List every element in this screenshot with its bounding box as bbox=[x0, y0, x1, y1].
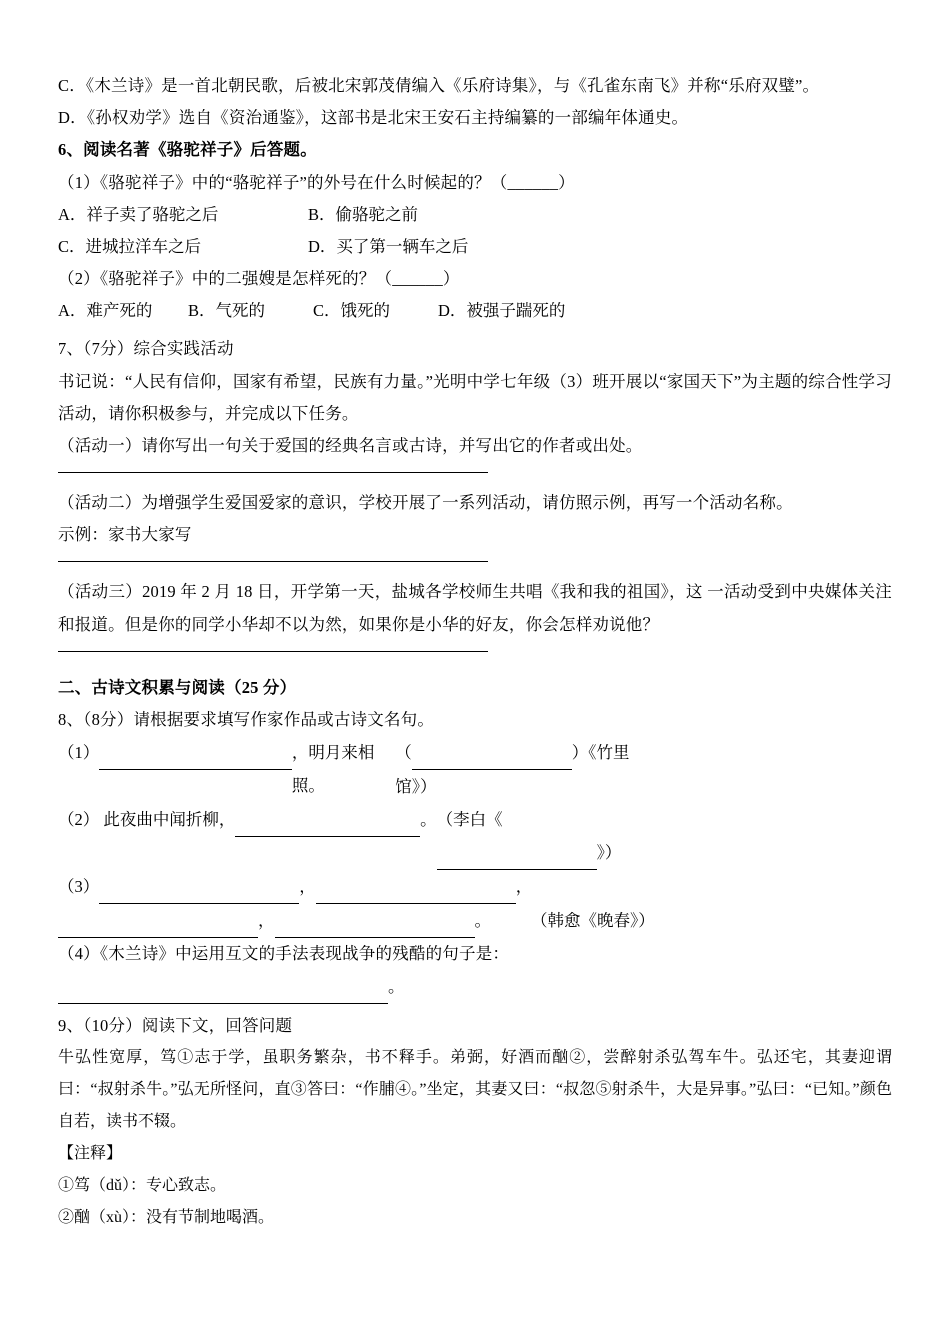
option-d: D．买了第一辆车之后 bbox=[308, 236, 469, 256]
paren-open: （李白《 bbox=[436, 810, 503, 830]
blank-line bbox=[235, 803, 420, 837]
notes-title: 【注释】 bbox=[58, 1145, 123, 1163]
question-6-1-options-row-2 bbox=[58, 231, 892, 263]
question-7-activity-2: （活动二）为增强学生爱国爱家的意识，学校开展了一系列活动，请仿照示例，再写一个活动名称。 bbox=[58, 493, 793, 513]
option-a: A．难产死的 bbox=[58, 301, 153, 321]
question-8-number: 8、（8分）请根据要求填写作家作品或古诗文名句。 bbox=[58, 709, 435, 729]
period: 。 bbox=[388, 977, 405, 997]
blank-line bbox=[99, 736, 292, 770]
item-1-text: ，明月来相照。 bbox=[291, 743, 375, 796]
question-9-stem: 9、（10分）阅读下文，回答问题 bbox=[58, 1016, 293, 1036]
comma: ， bbox=[299, 877, 316, 897]
option-d: D．被强子踹死的 bbox=[438, 301, 566, 321]
question-8-item-2 bbox=[58, 803, 892, 870]
note-item-1: ①笃（dǔ）：专心致志。 bbox=[58, 1177, 227, 1195]
paren-close: 》） bbox=[596, 843, 622, 863]
question-6-stem: 6、阅读名著《骆驼祥子》后答题。 bbox=[58, 140, 317, 160]
choice-c-line: C．《木兰诗》是一首北朝民歌，后被北宋郭茂倩编入《乐府诗集》，与《孔雀东南飞》并称“乐府双璧”。 bbox=[58, 76, 820, 95]
item-2-source bbox=[437, 803, 892, 870]
blank-line bbox=[58, 904, 258, 938]
question-7-activity-1: （活动一）请你写出一句关于爱国的经典名言或古诗，并写出它的作者或出处。 bbox=[58, 435, 643, 455]
question-9-passage: 牛弘性宽厚，笃①志于学，虽职务繁杂，书不释手。弟弼，好酒而酗②，尝醉射杀弘驾车牛。弘还宅，其妻迎谓曰：“叔射杀牛。”弘无所怪问，直③答曰：“作脯④。”坐定，其妻又曰：“叔忽⑤射杀牛，大是异事。”弘曰：“已知。”颜色自若，读书不辍。 bbox=[58, 1049, 892, 1131]
note-item-2: ②酗（xù）：没有节制地喝酒。 bbox=[58, 1209, 275, 1227]
item-3-source: （韩愈《晚春》） bbox=[531, 911, 655, 931]
item-2-text: 。 bbox=[420, 810, 437, 830]
question-7-intro: 书记说：“人民有信仰，国家有希望，民族有力量。”光明中学七年级（3）班开展以“家国天下”为主题的综合性学习活动，请你积极参与，并完成以下任务。 bbox=[58, 371, 892, 423]
item-2-label: （2） 此夜曲中闻折柳， bbox=[58, 810, 236, 830]
question-8-item-4-answer bbox=[58, 970, 892, 1004]
period: 。 bbox=[474, 911, 491, 931]
blank-line bbox=[437, 836, 597, 870]
section-2-title: 二、古诗文积累与阅读（25 分） bbox=[58, 677, 297, 697]
option-a: A．祥子卖了骆驼之后 bbox=[58, 204, 219, 224]
option-c: C．饿死的 bbox=[313, 301, 391, 321]
answer-rule-activity-3 bbox=[58, 651, 488, 652]
question-7-activity-3: （活动三）2019 年 2 月 18 日，开学第一天，盐城各学校师生共唱《我和我的祖国》，这 一活动受到中央媒体关注和报道。但是你的同学小华却不以为然，如果你是小华的好友，你会怎样劝说他？ bbox=[58, 582, 892, 634]
question-7-stem: 7、（7分）综合实践活动 bbox=[58, 339, 234, 359]
answer-rule-activity-1 bbox=[58, 472, 488, 473]
item-1-source bbox=[395, 736, 892, 803]
paren-close: ）《竹里馆》） bbox=[395, 743, 630, 797]
comma: ， bbox=[515, 877, 533, 897]
answer-rule-activity-2 bbox=[58, 561, 488, 562]
question-8-item-3-line-2 bbox=[58, 904, 892, 938]
question-8-item-4: （4）《木兰诗》中运用互文的手法表现战争的残酷的句子是： bbox=[58, 944, 510, 964]
question-6-1-stem: （1）《骆驼祥子》中的“骆驼祥子”的外号在什么时候起的？（______） bbox=[58, 172, 575, 192]
question-8-item-1 bbox=[58, 736, 892, 803]
option-b: B．偷骆驼之前 bbox=[308, 204, 419, 224]
option-b: B．气死的 bbox=[188, 301, 266, 321]
item-3-label: （3） bbox=[58, 877, 100, 897]
comma: ， bbox=[258, 911, 275, 931]
question-8-item-3-line-1 bbox=[58, 870, 892, 904]
question-6-2-options-row bbox=[58, 295, 892, 327]
paren-open: （ bbox=[395, 743, 412, 763]
blank-line bbox=[316, 870, 516, 904]
question-6-1-options-row-1 bbox=[58, 199, 892, 231]
blank-line bbox=[275, 904, 475, 938]
option-c: C．进城拉洋车之后 bbox=[58, 236, 202, 256]
blank-line bbox=[58, 970, 388, 1004]
question-6-2-stem: （2）《骆驼祥子》中的二强嫂是怎样死的？（______） bbox=[58, 269, 460, 289]
item-1-label: （1） bbox=[58, 743, 100, 763]
question-7-example: 示例：家书大家写 bbox=[58, 525, 192, 545]
choice-d-line: D．《孙权劝学》选自《资治通鉴》，这部书是北宋王安石主持编纂的一部编年体通史。 bbox=[58, 108, 689, 128]
question-8-stem bbox=[58, 704, 892, 736]
blank-line bbox=[99, 870, 299, 904]
blank-line bbox=[412, 736, 572, 770]
